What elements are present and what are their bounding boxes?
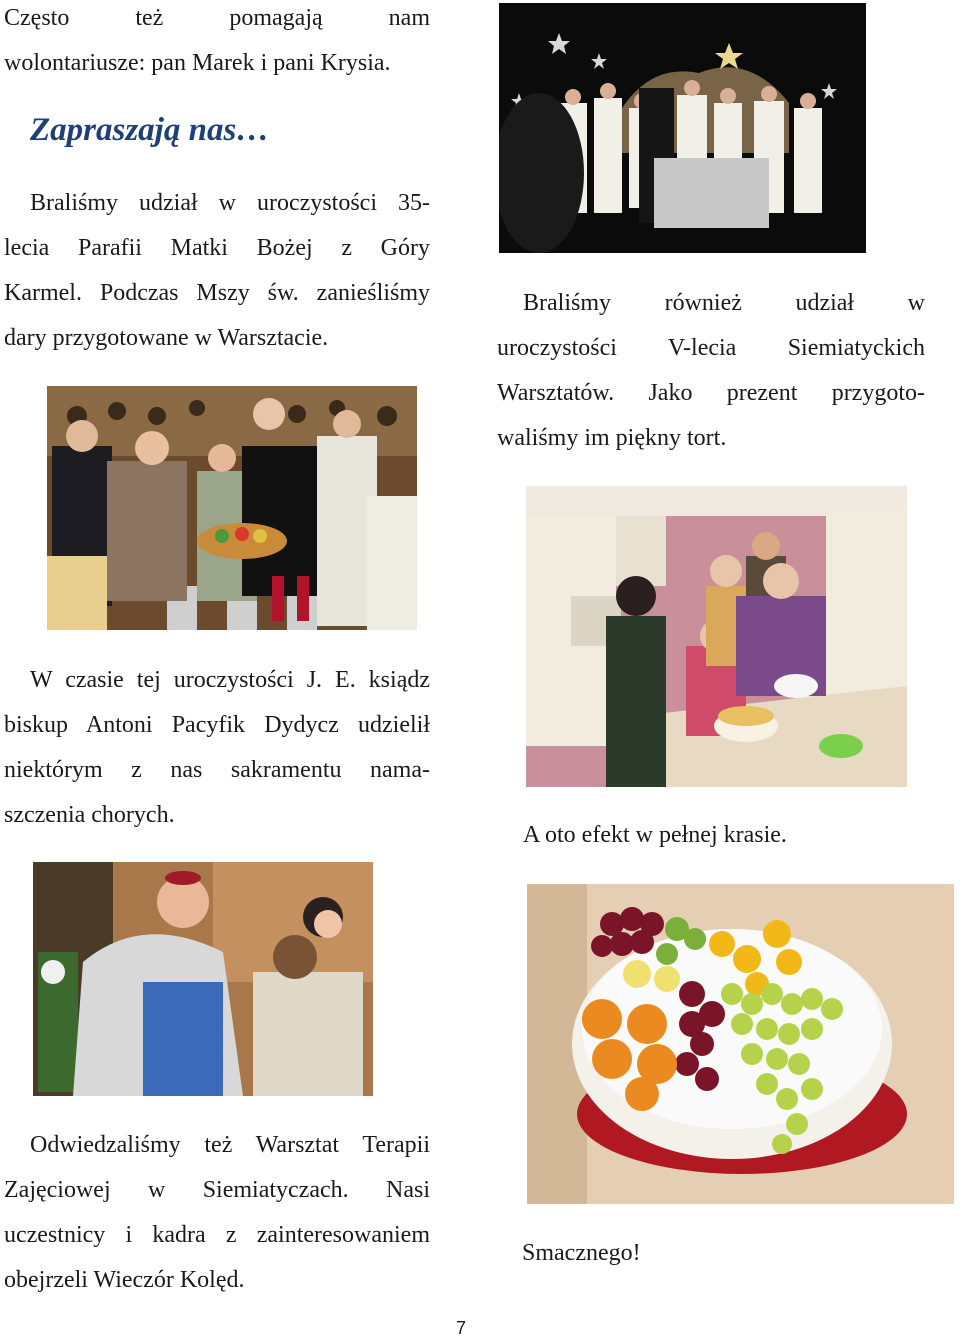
anniversary-line: Braliśmy również udział w	[523, 290, 925, 316]
cake-caption: A oto efekt w pełnej krasie.	[523, 822, 787, 848]
bishop-photo	[33, 862, 373, 1096]
cake-photo	[527, 884, 954, 1204]
parish-line: dary przygotowane w Warsztacie.	[4, 325, 329, 351]
visit-line: obejrzeli Wieczór Kolęd.	[4, 1267, 245, 1293]
parish-line: Karmel. Podczas Mszy św. zanieśliśmy	[4, 280, 430, 306]
anniversary-line: uroczystości V-lecia Siemiatyckich	[497, 335, 925, 361]
anointing-line: W czasie tej uroczystości J. E. ksiądz	[30, 667, 430, 693]
intro-line: Często też pomagają nam	[4, 5, 430, 31]
visit-line: Odwiedzaliśmy też Warsztat Terapii	[30, 1132, 430, 1158]
anointing-paragraph	[4, 658, 430, 838]
anointing-line: niektórym z nas sakramentu nama-	[4, 757, 430, 783]
parish-line: lecia Parafii Matki Bożej z Góry	[4, 235, 430, 261]
anointing-line: szczenia chorych.	[4, 802, 175, 828]
intro-paragraph	[4, 0, 430, 86]
kitchen-photo	[526, 486, 907, 787]
section-heading: Zapraszają nas…	[30, 112, 270, 148]
anointing-line: biskup Antoni Pacyfik Dydycz udzielił	[4, 712, 430, 738]
parish-line: Braliśmy udział w uroczystości 35-	[30, 190, 430, 216]
procession-photo	[47, 386, 417, 630]
choir-photo	[499, 3, 866, 253]
closing-text: Smacznego!	[522, 1240, 641, 1266]
visit-line: Zajęciowej w Siemiatyczach. Nasi	[4, 1177, 430, 1203]
visit-line: uczestnicy i kadra z zainteresowaniem	[4, 1222, 430, 1248]
anniversary-line: waliśmy im piękny tort.	[497, 425, 727, 451]
parish-paragraph	[4, 181, 430, 361]
intro-line: wolontariusze: pan Marek i pani Krysia.	[4, 50, 391, 76]
page-number: 7	[456, 1318, 467, 1338]
anniversary-paragraph	[497, 281, 925, 461]
visit-paragraph	[4, 1123, 430, 1303]
anniversary-line: Warsztatów. Jako prezent przygoto-	[497, 380, 925, 406]
